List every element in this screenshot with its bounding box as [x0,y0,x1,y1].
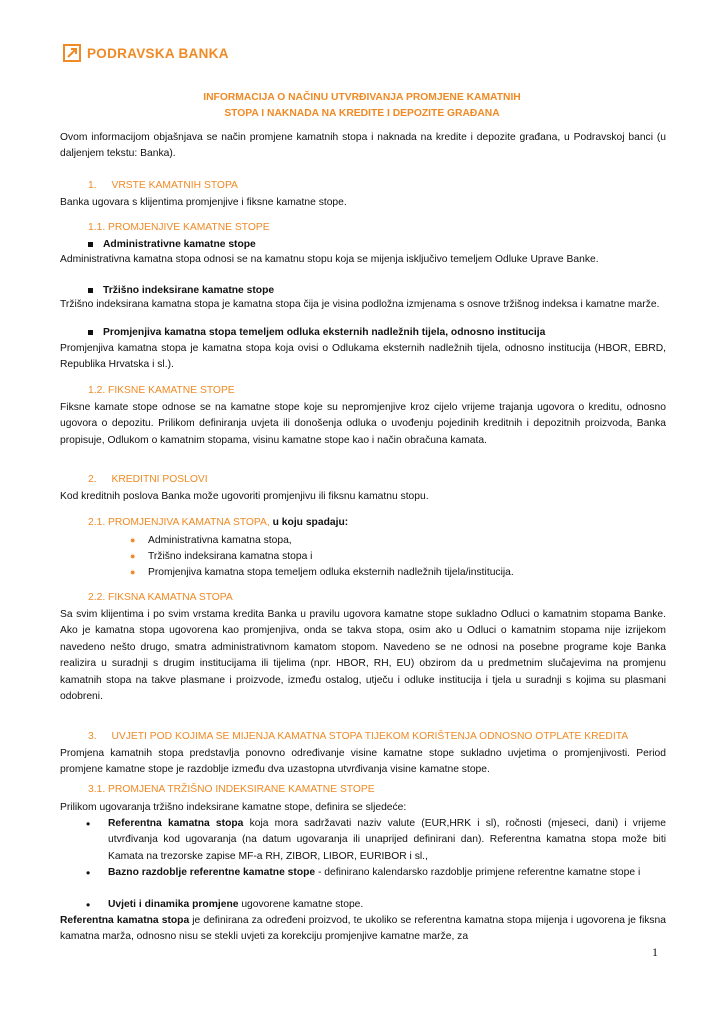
list-item-text: Promjenjiva kamatna stopa temeljem odluka eksternih nadležnih tijela/institucija. [148,567,514,578]
list-item [130,548,312,565]
section-1-heading [88,180,238,191]
section-2-number: 2. [88,474,97,485]
orange-bullet-icon: ● [130,567,136,577]
title-line-2: STOPA I NAKNADA NA KREDITE I DEPOZITE GRAĐANA [224,108,500,119]
section-2-1-title-tail: u koju spadaju: [272,517,349,528]
bullet-title: Administrativne kamatne stope [103,239,256,250]
section-2-heading [88,474,208,485]
square-bullet-icon [88,242,93,247]
bullet-title: Uvjeti i dinamika promjene [108,899,239,910]
section-3-heading [88,731,628,742]
bullet-title: Referentna kamatna stopa [108,818,244,829]
section-1-2-text: Fiksne kamate stope odnose se na kamatne stope koje su nepromjenjive kroz cijelo vrijeme trajanja ugovora o kreditu, odnosno ugovora o depozitu. Prilikom definiranja uvjeta ili donošenja odluka o uvođenju pojedinih kreditnih i depozitnih proizvoda, Banka propisuje, Odlukom o kamatnim stopama, visinu kamatne stope kao i način obračuna kamata. [60,402,666,446]
section-2-1-heading [88,517,348,528]
logo-text: PODRAVSKA BANKA [87,45,229,61]
section-3-title: UVJETI POD KOJIMA SE MIJENJA KAMATNA STOPA TIJEKOM KORIŠTENJA ODNOSNO OTPLATE KREDITA [111,731,629,742]
list-item-text: Tržišno indeksirana kamatna stopa i [148,551,313,562]
section-3-1-heading: 3.1. PROMJENA TRŽIŠNO INDEKSIRANE KAMATNE STOPE [88,784,375,795]
bullet-title: Bazno razdoblje referentne kamatne stope [108,867,316,878]
title-line-1: INFORMACIJA O NAČINU UTVRĐIVANJA PROMJENE KAMATNIH [203,92,521,103]
market-indexed-text: Tržišno indeksirana kamatna stopa je kamatna stopa čija je visina podložna izmjenama s osnove tržišnog indeksa i kamatne marže. [60,299,660,310]
section-2-title: KREDITNI POSLOVI [111,474,208,485]
section-3-number: 3. [88,731,97,742]
bullet-conditions [86,897,666,913]
bullet-icon: • [86,817,91,831]
section-2-2-heading: 2.2. FIKSNA KAMATNA STOPA [88,592,233,603]
bullet-text: koja mora sadržavati naziv valute (EUR,HRK i sl), ročnosti (mjeseci, dani) i vrijeme utvrđivanja kod ugovaranja (na datum ugovaranja ili unaprijed definirani dan). Referentna kamatna stopa može biti Kamata na trezorske zapise MF-a RH, ZIBOR, LIBOR, EURIBOR i sl., [108,818,666,862]
bullet-text: - definirano kalendarsko razdoblje primjene referentne kamatne stope i [315,867,641,878]
external-text: Promjenjiva kamatna stopa je kamatna stopa koja ovisi o Odlukama eksternih nadležnih tijela, odnosno institucija (HBOR, EBRD, Republika Hrvatska i sl.). [60,343,666,371]
section-2-1-title: 2.1. PROMJENJIVA KAMATNA STOPA, [88,517,270,528]
administrative-text: Administrativna kamatna stopa odnosi se na kamatnu stopu koja se mijenja isključivo temeljem Odluke Uprave Banke. [60,254,599,265]
list-item [130,532,292,549]
paragraph-lead: Referentna kamatna stopa [60,915,190,926]
orange-bullet-icon: ● [130,551,136,561]
section-3-text: Promjena kamatnih stopa predstavlja ponovno određivanje visine kamatne stope sukladno uvjetima o promjenjivosti. Period promjene kamatne stope je razdoblje između dva uzastopna utvrđivanja visine kamatne stope. [60,748,666,776]
section-1-number: 1. [88,180,97,191]
section-2-text: Kod kreditnih poslova Banka može ugovoriti promjenjivu ili fiksnu kamatnu stopu. [60,491,429,502]
page-number: 1 [652,945,658,959]
section-1-text: Banka ugovara s klijentima promjenjive i fiksne kamatne stope. [60,197,347,208]
section-1-1-heading: 1.1. PROMJENJIVE KAMATNE STOPE [88,222,270,233]
list-item [130,564,514,581]
section-3-1-text: Prilikom ugovaranja tržišno indeksirane kamatne stope, definira se sljedeće: [60,802,407,813]
list-item-text: Administrativna kamatna stopa, [148,535,292,546]
square-bullet-icon [88,330,93,335]
bullet-external [88,325,545,341]
reference-rate-paragraph [60,913,666,946]
bullet-text: ugovorene kamatne stope. [238,899,364,910]
document-title [60,90,664,122]
square-bullet-icon [88,288,93,293]
logo-icon [63,44,81,62]
bullet-title: Promjenjiva kamatna stopa temeljem odluka eksternih nadležnih tijela, odnosno institucija [103,327,546,338]
bullet-title: Tržišno indeksirane kamatne stope [103,285,275,296]
paragraph-text: je definirana za određeni proizvod, te ukoliko se referentna kamatna stopa mijenja i ugovorena je fiksna kamatna marža, odnosno nisu se stekli uvjeti za korekciju promjenjive kamatne marže, za [60,915,666,943]
bullet-base-period [86,865,666,881]
section-1-title: VRSTE KAMATNIH STOPA [111,180,238,191]
orange-bullet-icon: ● [130,535,136,545]
bullet-administrative [88,237,256,253]
section-2-2-text: Sa svim klijentima i po svim vrstama kredita Banka u pravilu ugovora kamatne stope sukladno Odluci o kamatnim stopama Banke. Ako je kamatna stopa ugovorena kao promjenjiva, onda se takva stopa, osim ako u Odluci o kamatnim stopama nije izrijekom navedeno nešto drugo, smatra administrativnom kamatom stopom. Navedeno se ne odnosi na posebne programe koje Banka realizira u suradnji s drugim institucijama ili tijelima (npr. HBOR, RH, EU) obzirom da u predmetnim slučajevima na promjenu kamatnih stopa na takve plasmane i proizvode, između ostalog, utječu i odluke institucija i tjela u suradnji s kojima su plasmani odobreni. [60,609,666,703]
section-1-2-heading: 1.2. FIKSNE KAMATNE STOPE [88,385,235,396]
intro-paragraph: Ovom informacijom objašnjava se način promjene kamatnih stopa i naknada na kredite i depozite građana, u Podravskoj banci (u daljenjem tekstu: Banka). [60,132,666,160]
bank-logo [63,44,229,62]
bullet-reference-rate [86,816,666,865]
bullet-icon: • [86,866,91,880]
bullet-icon: • [86,898,91,912]
